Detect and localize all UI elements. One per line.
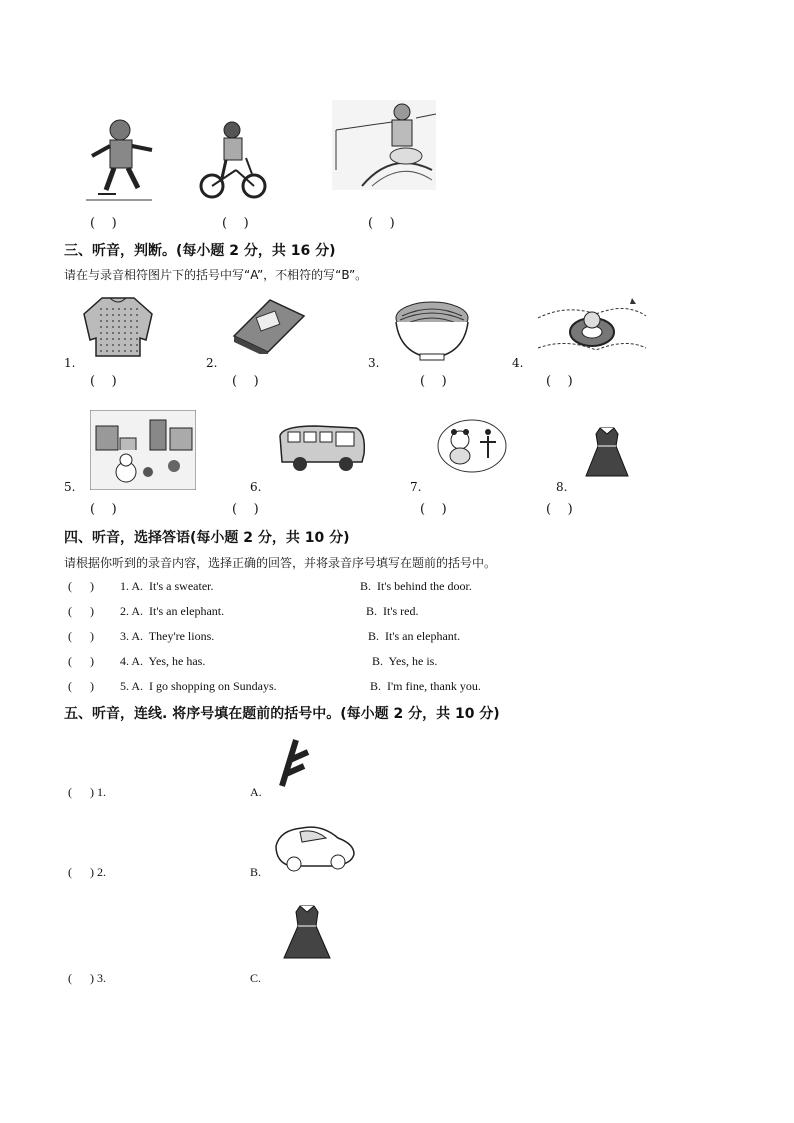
sweater-icon <box>80 294 156 360</box>
swimming-ring-icon <box>536 294 648 360</box>
paren-top-3: ( ) <box>368 216 395 231</box>
item-num: 6. <box>250 480 262 494</box>
paren-1: ( ) <box>90 374 117 389</box>
match-letter: B. <box>250 865 262 879</box>
car-icon <box>272 818 358 874</box>
paren-top-2: ( ) <box>222 216 249 231</box>
girl-bicycle-icon <box>196 118 270 200</box>
option-a: 3. A. They're lions. <box>120 629 215 643</box>
item-num: 4. <box>512 356 524 370</box>
paren-8: ( ) <box>546 502 573 517</box>
paren-top-1: ( ) <box>90 216 117 231</box>
answer-paren: ( ) <box>68 579 94 593</box>
paren-3: ( ) <box>420 374 447 389</box>
answer-paren: ( ) <box>68 629 94 643</box>
match-letter: C. <box>250 971 262 985</box>
section3-heading: 三、听音，判断。(每小题 2 分，共 16 分) <box>64 243 336 259</box>
item-num: 8. <box>556 480 568 494</box>
paren-4: ( ) <box>546 374 573 389</box>
match-letter: A. <box>250 785 262 799</box>
option-b: B. It's an elephant. <box>368 629 461 643</box>
answer-paren: ( ) <box>68 604 94 618</box>
dress-icon <box>584 426 630 480</box>
section4-heading: 四、听音，选择答语(每小题 2 分，共 10 分) <box>64 530 350 546</box>
paren-2: ( ) <box>232 374 259 389</box>
section4-instruction: 请根据你听到的录音内容，选择正确的回答，并将录音序号填写在题前的括号中。 <box>64 556 497 570</box>
noodles-bowl-icon <box>392 298 472 362</box>
item-num: 7. <box>410 480 422 494</box>
item-num: 2. <box>206 356 218 370</box>
option-a: 2. A. It's an elephant. <box>120 604 225 618</box>
option-a: 1. A. It's a sweater. <box>120 579 214 593</box>
option-b: B. It's red. <box>366 604 419 618</box>
item-num: 5. <box>64 480 76 494</box>
book-icon <box>230 296 308 354</box>
boy-fishing-icon <box>332 100 436 190</box>
paren-5: ( ) <box>90 502 117 517</box>
skating-boy-icon <box>82 112 160 204</box>
section5-heading: 五、听音，连线. 将序号填在题前的括号中。(每小题 2 分，共 10 分) <box>64 706 500 722</box>
paren-6: ( ) <box>232 502 259 517</box>
item-num: 3. <box>368 356 380 370</box>
answer-paren: ( ) <box>68 654 94 668</box>
option-b: B. I'm fine, thank you. <box>370 679 481 693</box>
item-num: 1. <box>64 356 76 370</box>
option-a: 5. A. I go shopping on Sundays. <box>120 679 277 693</box>
match-paren: ( ) 3. <box>68 971 106 985</box>
section3-instruction: 请在与录音相符图片下的括号中写“A”，不相符的写“B”。 <box>64 268 368 282</box>
match-paren: ( ) 2. <box>68 865 106 879</box>
option-b: B. It's behind the door. <box>360 579 472 593</box>
panda-icon <box>436 418 508 474</box>
answer-paren: ( ) <box>68 679 94 693</box>
letter-f-icon <box>274 738 314 788</box>
option-b: B. Yes, he is. <box>372 654 438 668</box>
dress-icon <box>282 904 332 962</box>
bus-icon <box>276 424 368 474</box>
winter-town-icon <box>90 410 196 490</box>
match-paren: ( ) 1. <box>68 785 106 799</box>
option-a: 4. A. Yes, he has. <box>120 654 206 668</box>
paren-7: ( ) <box>420 502 447 517</box>
